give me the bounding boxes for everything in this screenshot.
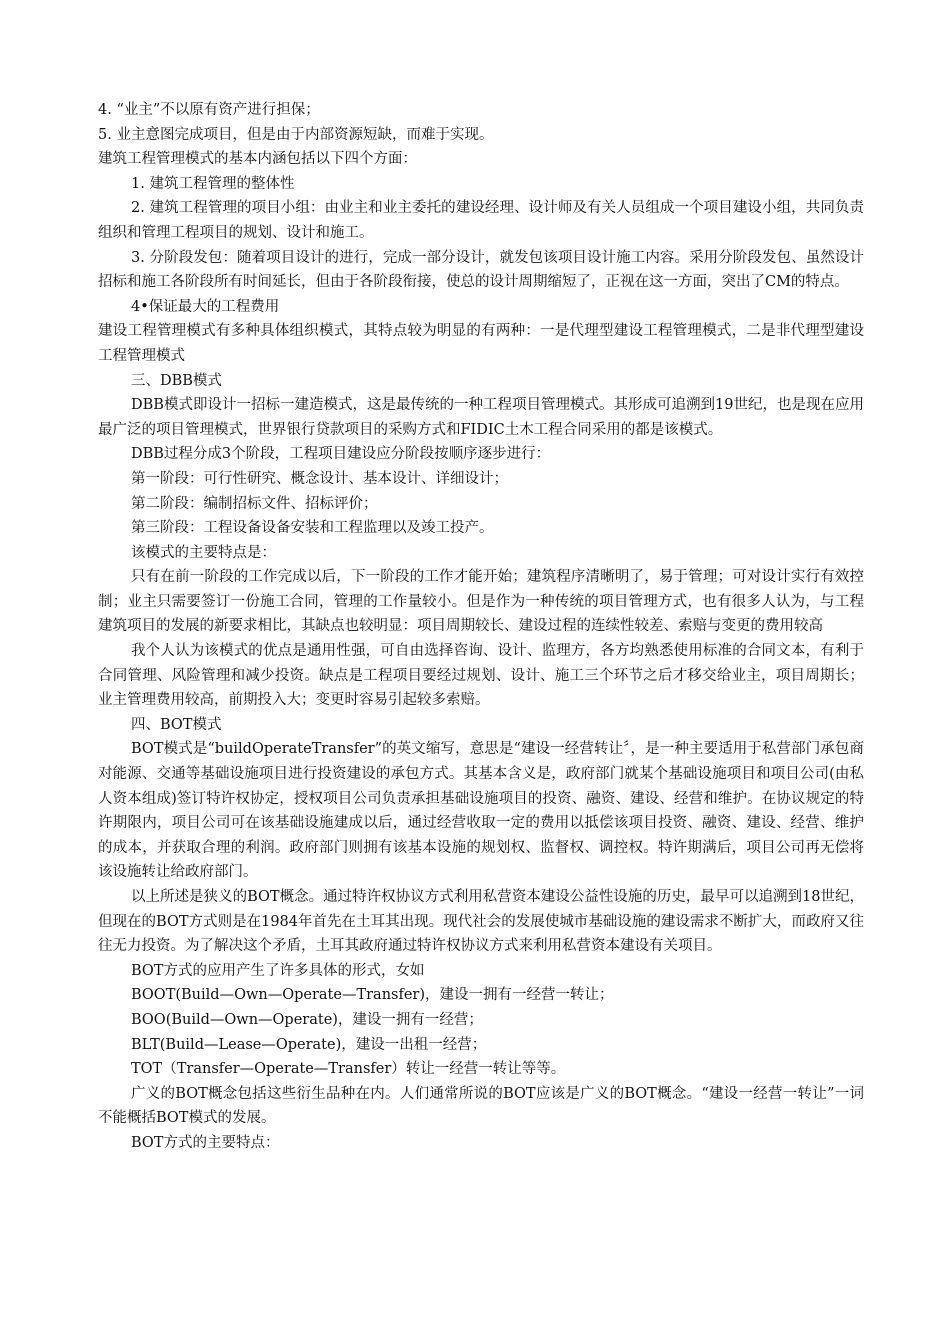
dbb-stage-1: 第一阶段：可行性研究、概念设计、基本设计、详细设计； <box>131 470 508 487</box>
cm-point-1: 1. 建筑工程管理的整体性 <box>131 175 295 192</box>
paragraph-dbb-features-intro: 该模式的主要特点是： <box>131 544 276 561</box>
paragraph-bot-broad: 广义的BOT概念包括这些衍生品种在内。人们通常所说的BOT应该是广义的BOT概念。“建设一经营一转让”一词不能概括BOT模式的发展。 <box>98 1085 864 1127</box>
paragraph-dbb-stages: DBB过程分成3个阶段，工程项目建设应分阶段按顺序逐步进行： <box>131 446 551 463</box>
paragraph-cm-modes: 建设工程管理模式有多种具体组织模式，其特点较为明显的有两种：一是代理型建设工程管理模式，二是非代理型建设工程管理模式 <box>98 323 864 364</box>
cm-point-2: 2. 建筑工程管理的项目小组：由业主和业主委托的建设经理、设计师及有关人员组成一个项目建设小组，共同负责组织和管理工程项目的规划、设计和施工。 <box>98 200 864 241</box>
bot-form-blt: BLT(Build—Lease—Operate)，建设一出租一经营； <box>131 1036 487 1053</box>
cm-point-4: 4•保证最大的工程费用 <box>131 298 280 315</box>
bot-form-boot: BOOT(Build—Own—Operate—Transfer)，建设一拥有一经营一转让； <box>131 987 614 1004</box>
paragraph-bot-forms-intro: BOT方式的应用产生了许多具体的形式，女如 <box>131 962 425 979</box>
paragraph-bot-features-intro: BOT方式的主要特点： <box>131 1134 280 1151</box>
paragraph-dbb-features: 只有在前一阶段的工作完成以后，下一阶段的工作才能开始；建筑程序清晰明了，易于管理；可对设计实行有效控制；业主只需要签订一份施工合同，管理的工作量较小。但是作为一种传统的项目管理方式，也有很多人认为，与工程建筑项目的发展的新要求相比，其缺点也较明显：项目周期较长、建设过程的连续性较差、索赔与变更的费用较高 <box>98 569 864 635</box>
dbb-stage-3: 第三阶段：工程设备设备安装和工程监理以及竣工投产。 <box>131 520 494 537</box>
dbb-stage-2: 第二阶段：编制招标文件、招标评价； <box>131 495 378 512</box>
paragraph-dbb-definition: DBB模式即设计一招标一建造模式，这是最传统的一种工程项目管理模式。其形成可追溯到19世纪，也是现在应用最广泛的项目管理模式，世界银行贷款项目的采购方式和FIDIC土木工程合同采用的都是该模式。 <box>98 397 864 438</box>
paragraph-cm-intro: 建筑工程管理模式的基本内涵包括以下四个方面： <box>98 151 417 168</box>
document-body <box>98 98 864 1156</box>
list-item-4: 4. “业主”不以原有资产进行担保； <box>98 102 320 118</box>
bot-form-tot: TOT（Transfer—Operate—Transfer）转让一经营一转让等等。 <box>131 1061 566 1078</box>
list-item-5: 5. 业主意图完成项目，但是由于内部资源短缺，而难于实现。 <box>98 126 494 143</box>
bot-form-boo: BOO(Build—Own—Operate)，建设一拥有一经营； <box>131 1011 483 1028</box>
section-heading-dbb: 三、DBB模式 <box>131 372 222 389</box>
paragraph-dbb-opinion: 我个人认为该模式的优点是通用性强，可自由选择咨询、设计、监理方，各方均熟悉使用标准的合同文本，有利于合同管理、风险管理和减少投资。缺点是工程项目要经过规划、设计、施工三个环节之后才移交给业主，项目周期长；业主管理费用较高，前期投入大；变更时容易引起较多索赔。 <box>98 643 864 709</box>
paragraph-bot-definition: BOT模式是“buildOperateTransfer”的英文缩写，意思是“建设一经营转让〞，是一种主要适用于私营部门承包商对能源、交通等基础设施项目进行投资建设的承包方式。其基本含义是，政府部门就某个基础设施项目和项目公司(由私人资本组成)签订特许权协定，授权项目公司负责承担基础设施项目的投资、融资、建设、经营和维护。在协议规定的特许期限内，项目公司可在该基础设施建成以后，通过经营收取一定的费用以抵偿该项目投资、融资、建设、经营、维护的成本，并获取合理的利润。政府部门则拥有该基本设施的规划权、监督权、调控权。特许期满后，项目公司再无偿将该设施转让给政府部门。 <box>98 741 864 881</box>
cm-point-3: 3. 分阶段发包：随着项目设计的进行，完成一部分设计，就发包该项目设计施工内容。采用分阶段发包、虽然设计招标和施工各阶段所有时间延长，但由于各阶段衔接，使总的设计周期缩短了，正视在这一方面，突出了CM的特点。 <box>98 249 864 291</box>
section-heading-bot: 四、BOT模式 <box>131 716 222 733</box>
paragraph-bot-history: 以上所述是狭义的BOT概念。通过特许权协议方式利用私营资本建设公益性设施的历史，最早可以追溯到18世纪，但现在的BOT方式则是在1984年首先在土耳其出现。现代社会的发展使城市基础设施的建设需求不断扩大，而政府又往往无力投资。为了解决这个矛盾，土耳其政府通过特许权协议方式来利用私营资本建设有关项目。 <box>98 889 864 955</box>
